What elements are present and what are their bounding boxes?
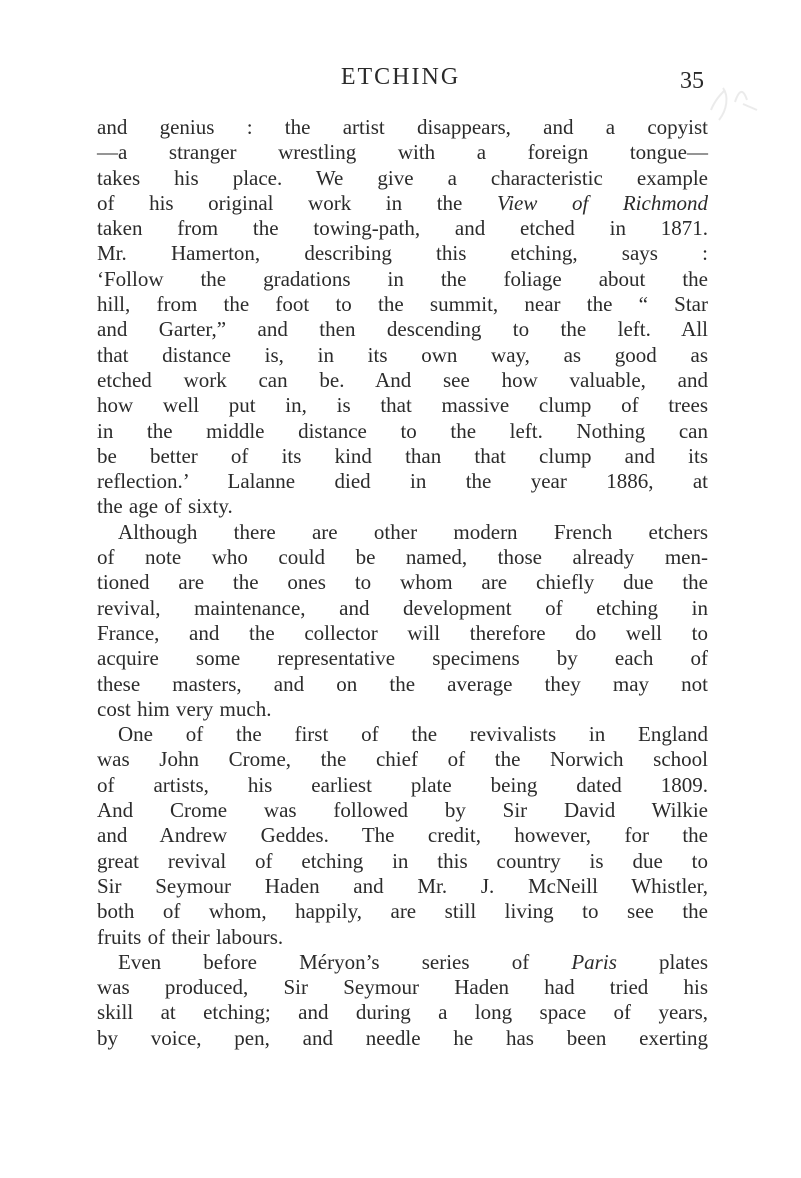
text-line-content: One of the first of the revivalists in England [118,722,708,747]
text-line-content: both of whom, happily, are still living to see the [97,899,708,924]
running-title: ETCHING [340,64,461,90]
text-line-content: be better of its kind than that clump and its [97,443,708,468]
text-line-content: skill at etching; and during a long space of years, [97,1000,708,1025]
text-line-content: taken from the towing-path, and etched in 1871. [97,216,708,241]
text-line-content: of artists, his earliest plate being dated 1809. [97,772,708,797]
text-line [97,672,708,697]
text-line-content: ‘Follow the gradations in the foliage about the [97,266,708,291]
text-line-content: acquire some representative specimens by each of [97,646,708,671]
text-line [97,722,708,747]
italic-title: Paris [571,949,617,974]
text-line-content: cost him very much. [97,696,272,721]
text-line-content: plates [616,949,709,974]
page-number: 35 [680,68,704,94]
text-line [97,166,708,191]
text-line-content: great revival of etching in this country is due to [97,848,708,873]
italic-title: View of Richmond [496,190,709,215]
text-line-content: how well put in, is that massive clump of trees [97,393,708,418]
text-line [97,368,708,393]
text-line [97,343,708,368]
text-line [97,444,708,469]
text-line-content: that distance is, in its own way, as good as [97,342,708,367]
text-line [97,823,708,848]
text-line [97,191,708,216]
text-line [97,773,708,798]
text-line-content: of note who could be named, those already men- [97,545,708,570]
text-line [97,596,708,621]
show-through-mark [703,80,763,130]
text-line-content: the age of sixty. [97,494,233,519]
text-line [97,621,708,646]
text-line [97,494,708,519]
text-line [97,849,708,874]
text-line [97,798,708,823]
text-line [97,317,708,342]
text-line [97,545,708,570]
text-line [97,747,708,772]
text-line-content: Sir Seymour Haden and Mr. J. McNeill Whistler, [97,873,708,898]
text-line-content: was produced, Sir Seymour Haden had tried his [97,975,708,1000]
text-line-content: fruits of their labours. [97,924,284,949]
text-line-content: And Crome was followed by Sir David Wilkie [97,798,708,823]
text-line [97,115,708,140]
text-line-content: —a stranger wrestling with a foreign tongue— [97,140,708,165]
text-line [97,520,708,545]
text-line-content: was John Crome, the chief of the Norwich school [97,747,708,772]
text-line-content: these masters, and on the average they may not [97,671,708,696]
text-line [97,140,708,165]
text-line-content: hill, from the foot to the summit, near the “ Star [97,292,708,317]
text-line-content: and genius : the artist disappears, and a copyist [97,115,708,139]
text-line [97,241,708,266]
text-line-content: by voice, pen, and needle he has been exerting [97,1025,708,1050]
text-line [97,393,708,418]
text-line-content: and Garter,” and then descending to the left. All [97,317,708,342]
text-line [97,292,708,317]
text-line-content: takes his place. We give a characteristic example [97,165,708,190]
text-line-content: Even before Méryon’s series of [118,949,572,974]
text-line [97,1026,708,1051]
text-line-content: reflection.’ Lalanne died in the year 1886, at [97,469,708,494]
text-line-content: revival, maintenance, and development of etching in [97,595,708,620]
text-line-content: of his original work in the [97,190,497,215]
body-text [97,115,708,1051]
running-head [97,62,704,92]
text-line [97,267,708,292]
text-line [97,925,708,950]
text-line-content: Although there are other modern French etchers [118,519,708,544]
text-line [97,1000,708,1025]
text-line [97,216,708,241]
text-line [97,419,708,444]
text-line [97,975,708,1000]
text-line-content: in the middle distance to the left. Nothing can [97,418,708,443]
text-line-content: and Andrew Geddes. The credit, however, for the [97,823,708,848]
text-line-content: etched work can be. And see how valuable, and [97,367,708,392]
text-line-content: Mr. Hamerton, describing this etching, says : [97,241,708,266]
text-line [97,469,708,494]
text-line-content: tioned are the ones to whom are chiefly due the [97,570,708,595]
text-line [97,874,708,899]
text-line [97,950,708,975]
text-line [97,697,708,722]
text-line [97,570,708,595]
text-line [97,646,708,671]
text-line [97,899,708,924]
text-line-content: France, and the collector will therefore do well to [97,620,708,645]
